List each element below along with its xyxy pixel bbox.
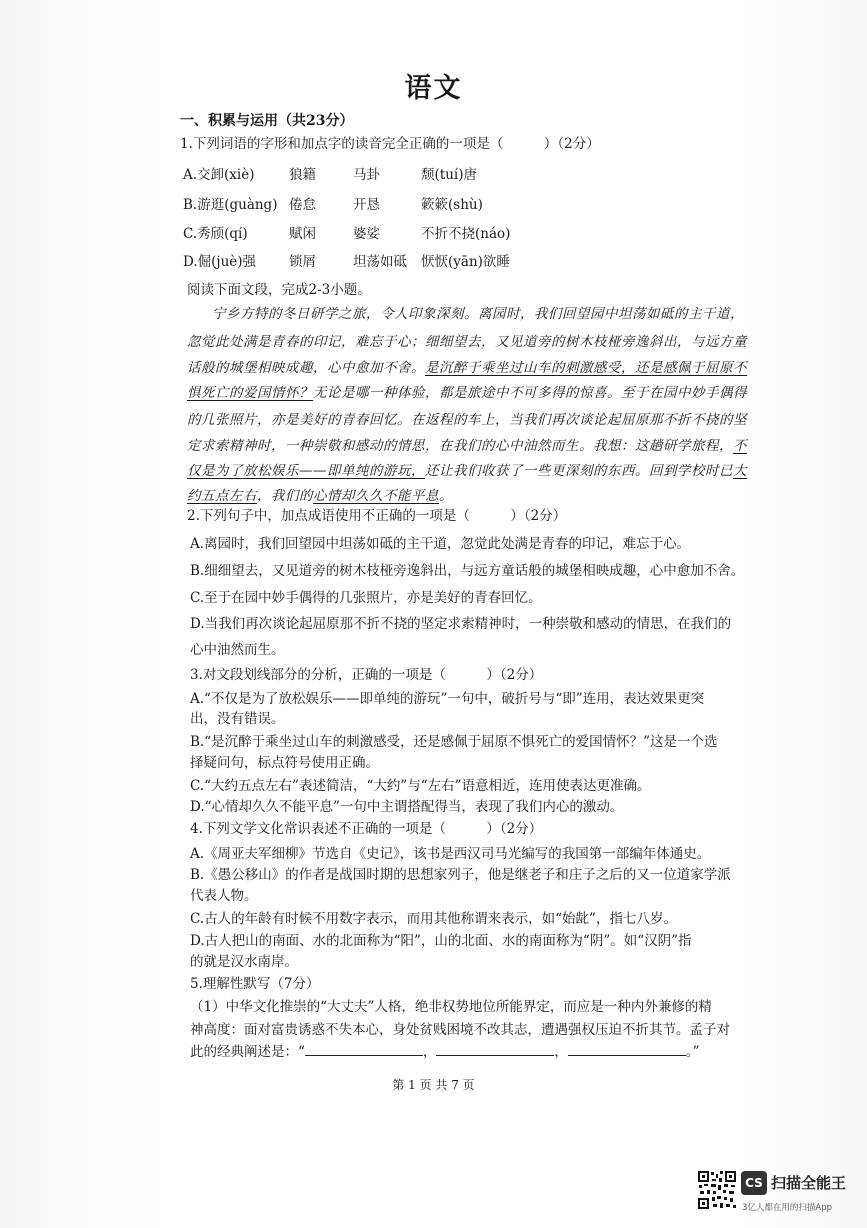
q1-option-d-word3: 坦荡如砥 [353,254,407,270]
q3-option-b: B.“是沉醉于乘坐过山车的刺激感受，还是感佩于屈原不惧死亡的爱国情怀？”这是一个选 [190,734,718,750]
question-2-stem: 2.下列句子中，加点成语使用不正确的一项是（ ）（2分） [187,508,567,524]
underlined-text: 不 [733,438,747,454]
passage-line: 忽觉此处满是青春的印记，难忘于心；细细望去，又见道旁的树木枝桠旁逸斜出，与远方童 [187,334,747,350]
passage-text: 无论是哪一种体验，都是旅途中不可多得的惊喜。至于在园中妙手偶得 [313,385,747,401]
q1-option-a-word4: 颓(tuí)唐 [421,167,477,183]
q1-option-a-word2: 狼籍 [289,167,316,183]
q5-answer-line [190,1040,700,1060]
underlined-text: 是沉醉于乘坐过山车的刺激感受，还是感佩于屈原不 [425,360,747,376]
q1-option-c-word2: 赋闲 [289,226,316,242]
q4-option-b: B.《愚公移山》的作者是战国时期的思想家列子，他是继老子和庄子之后的又一位道家学派 [190,867,731,883]
q5-part1-text: 神高度：面对富贵诱惑不失本心，身处贫贱困境不改其志，遭遇强权压迫不折其节。孟子对 [190,1022,730,1038]
passage-line [187,381,747,401]
q2-option-d: D.当我们再次谈论起屈原那不折不挠的坚定求索精神时，一种崇敬和感动的情思，在我们的 [190,616,732,632]
passage-text: ，我们的 [257,488,313,504]
q3-option-a-cont: 出，没有错误。 [190,711,285,727]
q4-option-d: D.古人把山的南面、水的北面称为“阳”，山的北面、水的南面称为“阴”。如“汉阴”指 [190,933,692,949]
q3-option-a: A.“不仅是为了放松娱乐——即单纯的游玩”一句中，破折号与“即”连用，表达效果更突 [190,691,705,707]
q5-part1-text: （1）中华文化推崇的“大丈夫”人格，绝非权势地位所能界定，而应是一种内外兼修的精 [190,999,712,1015]
q3-option-d: D.“心情却久久不能平息”一句中主谓搭配得当，表现了我们内心的激动。 [190,799,624,815]
question-3-stem: 3.对文段划线部分的分析，正确的一项是（ ）（2分） [190,667,543,683]
passage-line [187,434,747,454]
q5-answer-prefix: 此的经典阐述是：“ [190,1044,305,1060]
q2-option-c: C.至于在园中妙手偶得的几张照片，亦是美好的青春回忆。 [190,590,542,606]
q2-option-a: A.离园时，我们回望园中坦荡如砥的主干道，忽觉此处满是青春的印记，难忘于心。 [190,536,691,552]
q1-option-b-word2: 倦怠 [289,197,316,213]
q2-option-d-cont: 心中油然而生。 [190,642,285,658]
passage-line [187,484,453,504]
passage-text: 话般的城堡相映成趣，心中愈加不舍。 [187,360,425,376]
passage-line: 宁乡方特的冬日研学之旅，令人印象深刻。离园时，我们回望园中坦荡如砥的主干道， [212,306,744,322]
passage-text: 。 [439,488,453,504]
q1-option-c-word3: 婆娑 [353,226,380,242]
passage-text: 还让我们收获了一些更深刻的东西。回到学校时已 [425,463,733,479]
qr-code-icon [697,1170,737,1210]
q1-option-a-word1: A.交卸(xiè) [183,167,255,183]
passage-line [187,459,747,479]
q4-option-c: C.古人的年龄有时候不用数字表示，而用其他称谓来表示，如“始龀”，指七八岁。 [190,911,677,927]
passage-line: 的几张照片，亦是美好的青春回忆。在返程的车上，当我们再次谈论起屈原那不折不挠的坚 [187,412,747,428]
q1-option-b-word3: 开恳 [353,197,380,213]
q1-option-a-word3: 马卦 [353,167,380,183]
passage-text: 定求索精神时，一种崇敬和感动的情思，在我们的心中油然而生。我想：这趟研学旅程， [187,438,733,454]
blank-separator: ， [422,1044,437,1060]
underlined-text: 仅是为了放松娱乐——即单纯的游玩， [187,463,425,479]
passage-line [187,356,747,376]
scanner-brand-name: 扫描全能王 [771,1174,847,1192]
underlined-text: 大 [733,463,747,479]
q4-option-b-cont: 代表人物。 [190,888,258,904]
q1-option-d-word2: 锁屑 [289,254,316,270]
answer-blank-1[interactable] [305,1041,423,1056]
q3-option-b-cont: 择疑问句，标点符号使用正确。 [190,755,379,771]
reading-instruction: 阅读下面文段，完成2-3小题。 [187,282,371,298]
q1-option-c-word1: C.秀颀(qí) [183,226,248,242]
page-footer: 第 1 页 共 7 页 [392,1078,475,1092]
q2-option-b: B.细细望去，又见道旁的树木枝桠旁逸斜出，与远方童话般的城堡相映成趣，心中愈加不舍。 [190,563,745,579]
q4-option-d-cont: 的就是汉水南岸。 [190,954,298,970]
page-title: 语文 [404,73,463,104]
q3-option-c: C.“大约五点左右”表述简洁，“大约”与“左右”语意相近，连用使表达更准确。 [190,778,651,794]
camscanner-logo-icon: CS [741,1171,767,1195]
question-4-stem: 4.下列文学文化常识表述不正确的一项是（ ）（2分） [190,821,543,837]
q1-option-b-word1: B.游逛(guàng) [183,197,278,213]
q1-option-c-word4: 不折不挠(náo) [421,226,511,242]
q1-option-b-word4: 簌簌(shù) [421,197,483,213]
question-1-stem: 1.下列词语的字形和加点字的读音完全正确的一项是（ ）（2分） [180,136,600,152]
underlined-text: 约五点左右 [187,488,257,504]
section-heading-1: 一、积累与运用（共23分） [180,113,354,129]
q1-option-d-word1: D.倔(juè)强 [183,254,257,270]
underlined-text: 心情却久久不能平息 [313,488,439,504]
q5-answer-suffix: 。” [685,1044,700,1060]
scanner-brand-tagline: 3亿人都在用的扫描App [742,1203,833,1213]
answer-blank-2[interactable] [436,1041,554,1056]
question-5-stem: 5.理解性默写（7分） [190,976,320,992]
q4-option-a: A.《周亚夫军细柳》节选自《史记》，该书是西汉司马光编写的我国第一部编年体通史。 [190,846,711,862]
q1-option-d-word4: 恹恹(yān)欲睡 [421,254,510,270]
blank-separator: ， [554,1044,568,1060]
answer-blank-3[interactable] [568,1041,686,1056]
underlined-text: 惧死亡的爱国情怀？ [187,385,313,401]
